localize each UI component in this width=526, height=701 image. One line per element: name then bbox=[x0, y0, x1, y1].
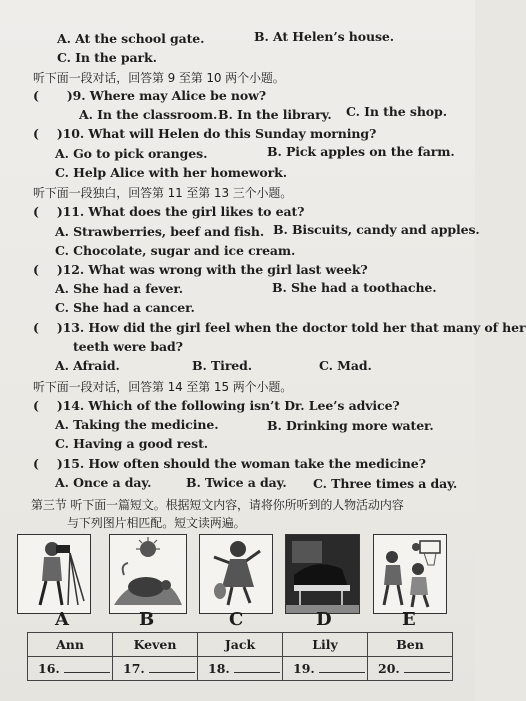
question-9-text: 9. Where may Alice be now? bbox=[72, 88, 267, 103]
question-15 bbox=[33, 456, 426, 471]
q12-option-c: C. She had a cancer. bbox=[55, 300, 195, 315]
name-cell: Jack bbox=[198, 633, 283, 657]
question-14 bbox=[33, 398, 400, 413]
dancing-girl-icon bbox=[200, 535, 272, 613]
question-13-text-cont: teeth were bad? bbox=[73, 339, 183, 354]
q13-option-b: B. Tired. bbox=[192, 358, 253, 373]
answer-paren[interactable]: ( bbox=[33, 398, 39, 413]
q11-option-c: C. Chocolate, sugar and ice cream. bbox=[55, 243, 296, 258]
picture-e bbox=[373, 534, 447, 614]
answer-paren[interactable]: ( bbox=[33, 126, 39, 141]
q14-option-b: B. Drinking more water. bbox=[267, 418, 434, 433]
tortoise-icon bbox=[110, 535, 186, 613]
q15-option-b: B. Twice a day. bbox=[186, 475, 287, 490]
picture-b bbox=[109, 534, 187, 614]
part3-instruction: 第三节 听下面一篇短文。根据短文内容，请将你所听到的人物活动内容 bbox=[31, 498, 404, 512]
section-heading-11-13: 听下面一段独白，回答第 11 至第 13 三个小题。 bbox=[33, 186, 293, 200]
q12-option-a: A. She had a fever. bbox=[55, 281, 183, 296]
answer-cell-19[interactable] bbox=[283, 657, 368, 681]
answer-paren[interactable]: ( bbox=[33, 88, 39, 103]
picture-letter-e: E bbox=[402, 609, 416, 630]
option-b-helens-house: B. At Helen’s house. bbox=[254, 29, 395, 44]
q13-option-a: A. Afraid. bbox=[55, 358, 120, 373]
option-c-park: C. In the park. bbox=[57, 50, 157, 65]
question-10 bbox=[33, 126, 376, 141]
answer-blank[interactable] bbox=[64, 662, 110, 673]
picture-d bbox=[285, 534, 360, 614]
q10-option-c: C. Help Alice with her homework. bbox=[55, 165, 287, 180]
answer-cell-16[interactable] bbox=[28, 657, 113, 681]
answer-number: 20. bbox=[378, 661, 400, 676]
answer-blank[interactable] bbox=[234, 662, 280, 673]
answer-number: 18. bbox=[208, 661, 230, 676]
name-cell: Ben bbox=[368, 633, 453, 657]
question-12 bbox=[33, 262, 368, 277]
q10-option-a: A. Go to pick oranges. bbox=[55, 146, 208, 161]
name-cell: Lily bbox=[283, 633, 368, 657]
answer-blank[interactable] bbox=[319, 662, 365, 673]
answer-cell-17[interactable] bbox=[113, 657, 198, 681]
piano-icon bbox=[286, 535, 359, 613]
answer-paren[interactable]: ( bbox=[33, 456, 39, 471]
name-cell: Keven bbox=[113, 633, 198, 657]
answer-number: 19. bbox=[293, 661, 315, 676]
option-a-school-gate: A. At the school gate. bbox=[57, 31, 205, 46]
picture-a bbox=[17, 534, 91, 614]
q14-option-a: A. Taking the medicine. bbox=[55, 417, 219, 432]
answer-paren[interactable]: ( bbox=[33, 204, 39, 219]
q11-option-b: B. Biscuits, candy and apples. bbox=[273, 222, 480, 237]
photographer-icon bbox=[18, 535, 90, 613]
q15-option-c: C. Three times a day. bbox=[313, 476, 458, 491]
question-11-text: )11. What does the girl likes to eat? bbox=[56, 204, 305, 219]
question-14-text: )14. Which of the following isn’t Dr. Lee’s advice? bbox=[56, 398, 400, 413]
question-13 bbox=[33, 320, 526, 335]
q9-option-a: A. In the classroom. bbox=[79, 107, 218, 122]
question-11 bbox=[33, 204, 304, 219]
q9-option-b: B. In the library. bbox=[218, 107, 332, 122]
question-12-text: )12. What was wrong with the girl last week? bbox=[56, 262, 368, 277]
question-10-text: )10. What will Helen do this Sunday morning? bbox=[56, 126, 377, 141]
q15-option-a: A. Once a day. bbox=[55, 475, 152, 490]
picture-c bbox=[199, 534, 273, 614]
question-15-text: )15. How often should the woman take the medicine? bbox=[56, 456, 426, 471]
answer-blank[interactable] bbox=[404, 662, 450, 673]
question-13-text: )13. How did the girl feel when the doctor told her that many of her bbox=[56, 320, 526, 335]
answer-number: 16. bbox=[38, 661, 60, 676]
answer-paren[interactable]: ( bbox=[33, 320, 39, 335]
part3-instruction-cont: 与下列图片相匹配。短文读两遍。 bbox=[67, 516, 246, 530]
q12-option-b: B. She had a toothache. bbox=[272, 280, 437, 295]
q11-option-a: A. Strawberries, beef and fish. bbox=[55, 224, 265, 239]
q14-option-c: C. Having a good rest. bbox=[55, 436, 208, 451]
q10-option-b: B. Pick apples on the farm. bbox=[267, 144, 455, 159]
answer-paren-close: ) bbox=[66, 88, 73, 103]
matching-table bbox=[27, 632, 453, 681]
answer-cell-18[interactable] bbox=[198, 657, 283, 681]
answer-number: 17. bbox=[123, 661, 145, 676]
section-heading-14-15: 听下面一段对话，回答第 14 至第 15 两个小题。 bbox=[33, 380, 293, 394]
picture-letter-a: A bbox=[55, 609, 69, 630]
section-heading-9-10: 听下面一段对话，回答第 9 至第 10 两个小题。 bbox=[33, 71, 285, 85]
question-9 bbox=[33, 88, 266, 103]
picture-letter-b: B bbox=[139, 609, 155, 630]
name-cell: Ann bbox=[28, 633, 113, 657]
answer-cell-20[interactable] bbox=[368, 657, 453, 681]
answer-paren[interactable]: ( bbox=[33, 262, 39, 277]
picture-letter-c: C bbox=[229, 609, 244, 630]
q9-option-c: C. In the shop. bbox=[346, 104, 447, 119]
answer-blank[interactable] bbox=[149, 662, 195, 673]
picture-letter-d: D bbox=[316, 609, 332, 630]
names-row bbox=[28, 633, 453, 657]
basketball-icon bbox=[374, 535, 446, 613]
answers-row bbox=[28, 657, 453, 681]
q13-option-c: C. Mad. bbox=[319, 358, 372, 373]
